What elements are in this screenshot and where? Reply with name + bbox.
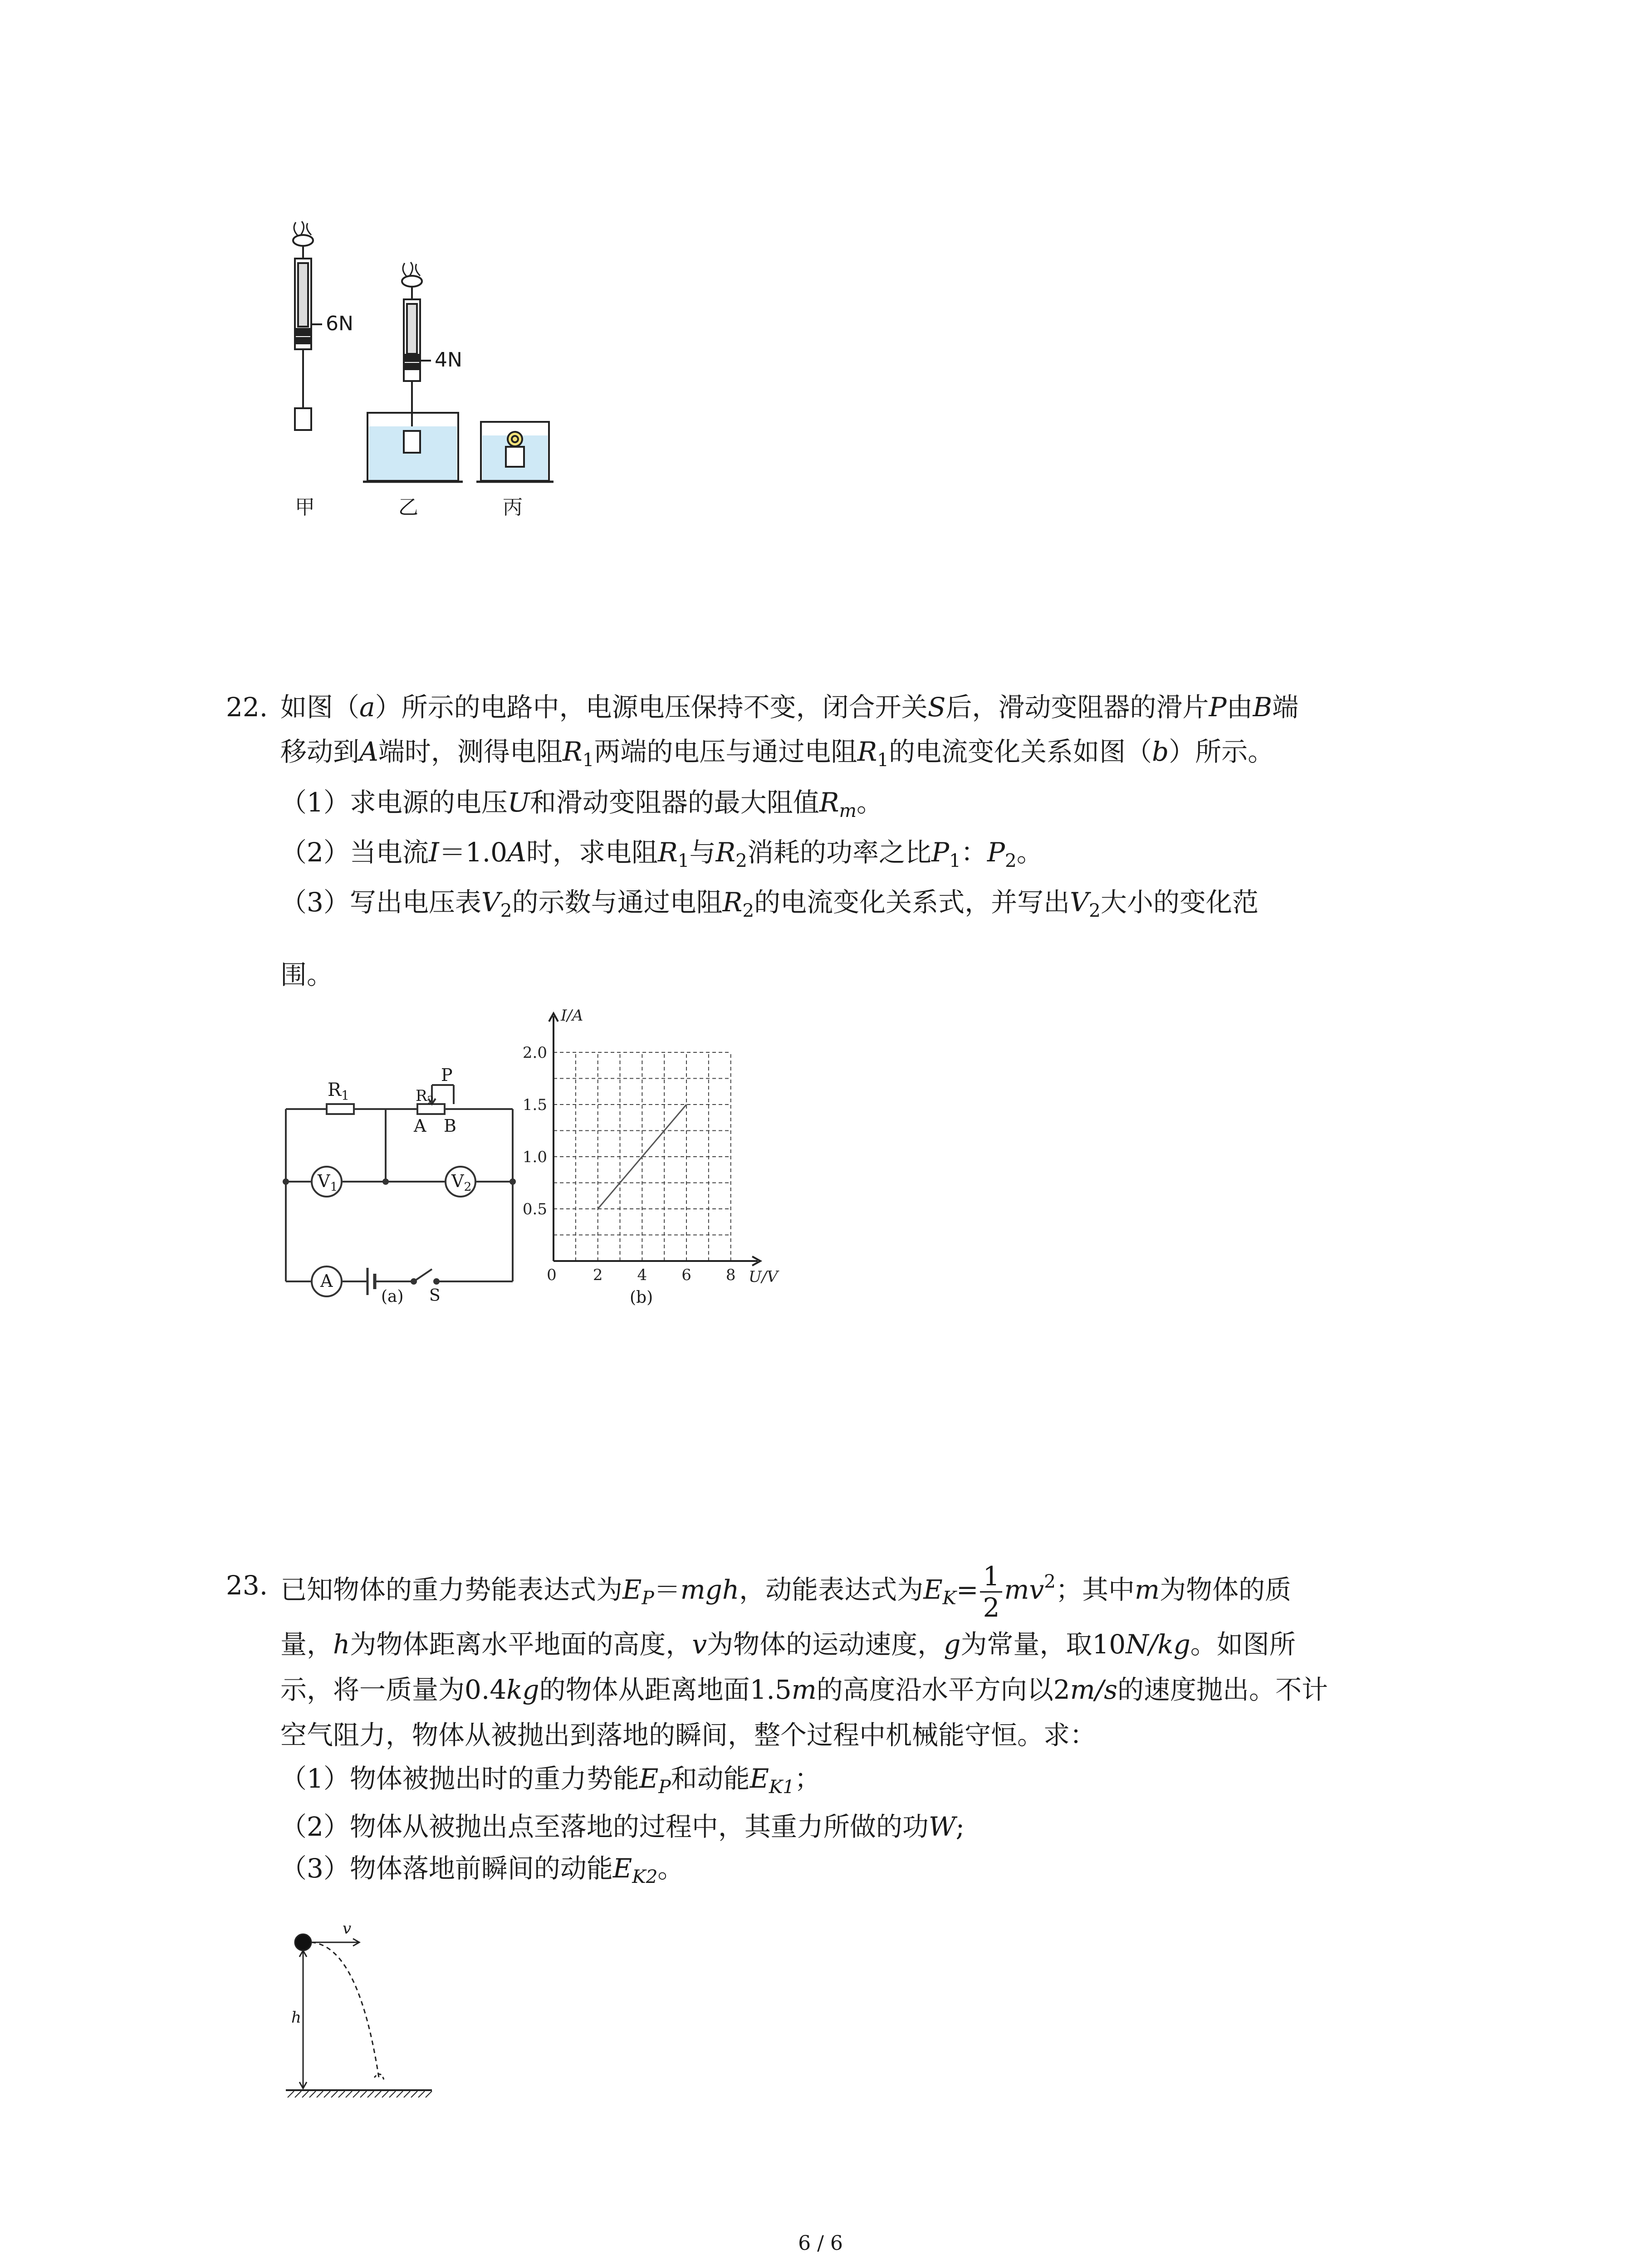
x-axis-label: U/V xyxy=(749,1268,778,1286)
voltmeter-2-label: $V_2$ xyxy=(451,1171,472,1194)
reading-a: 6N xyxy=(326,312,353,335)
circuit-diagram xyxy=(272,1057,526,1311)
spring-scale-figure xyxy=(254,213,581,540)
spring-scale-drawing xyxy=(254,213,581,494)
iu-graph xyxy=(508,998,826,1325)
q23-sub1: （1）物体被抛出时的重力势能$E_P$和动能$E_{K1}$； xyxy=(280,1763,821,1798)
label-c: 丙 xyxy=(503,496,523,519)
y-tick-label: 0.5 xyxy=(522,1200,547,1218)
circuit-label-a: A xyxy=(414,1116,426,1136)
switch-label: S xyxy=(429,1286,441,1305)
y-tick-label: 2.0 xyxy=(522,1044,547,1062)
q22-line2: 移动到A端时，测得电阻$R_1$两端的电压与通过电阻$R_1$的电流变化关系如图（b）所示。 xyxy=(280,736,1274,771)
circuit-label-b: B xyxy=(444,1116,456,1136)
x-tick-label: 4 xyxy=(637,1266,647,1284)
height-label: h xyxy=(291,2009,301,2027)
x-tick-label: 8 xyxy=(725,1266,736,1284)
q22-number: 22. xyxy=(226,692,268,723)
velocity-label: v xyxy=(343,1920,352,1938)
circuit-label-r1: $R_1$ xyxy=(328,1080,349,1103)
circuit-label-r2: $R_2$ xyxy=(416,1087,434,1107)
page-number: 6 / 6 xyxy=(798,2232,843,2255)
q23-number: 23. xyxy=(226,1570,268,1601)
ammeter-label: A xyxy=(320,1271,333,1291)
q23-sub3: （3）物体落地前瞬间的动能$E_{K2}$。 xyxy=(280,1853,684,1888)
q22-sub3-cont: 围。 xyxy=(280,959,333,990)
x-tick-label: 0 xyxy=(547,1266,557,1284)
y-axis-label: I/A xyxy=(561,1007,583,1025)
q23-line1: 已知物体的重力势能表达式为$E_P=mgh$，动能表达式为$E_K=$ $\frac{1}{2}$ $mv^2$；其中m为物体的质 xyxy=(280,1561,1291,1623)
reading-b: 4N xyxy=(435,348,462,371)
circuit-wires xyxy=(272,1057,526,1311)
x-tick-label: 6 xyxy=(681,1266,691,1284)
q22-sub2: （2）当电流I＝1.0A时，求电阻$R_1$与$R_2$消耗的功率之比$P_1$：$P_2$。 xyxy=(280,837,1043,872)
fraction-half: $\frac{1}{2}$ xyxy=(980,1563,1002,1621)
label-a: 甲 xyxy=(295,496,315,519)
q22-sub1: （1）求电源的电压U和滑动变阻器的最大阻值$R_m$。 xyxy=(280,787,883,822)
voltmeter-1-label: $V_1$ xyxy=(318,1171,338,1194)
q23-line4: 空气阻力，物体从被抛出到落地的瞬间，整个过程中机械能守恒。求： xyxy=(280,1720,1097,1750)
q23-sub2: （2）物体从被抛出点至落地的过程中，其重力所做的功W; xyxy=(280,1811,965,1842)
label-b: 乙 xyxy=(398,496,418,519)
spring-scale-a xyxy=(293,221,322,430)
q22-line1: 如图（a）所示的电路中，电源电压保持不变，闭合开关S后，滑动变阻器的滑片P由B端 xyxy=(280,692,1299,723)
y-tick-label: 1.0 xyxy=(522,1148,547,1166)
graph-caption: (b) xyxy=(630,1288,653,1307)
circuit-caption: (a) xyxy=(381,1287,404,1306)
spring-scale-b xyxy=(363,262,463,482)
circuit-label-p: P xyxy=(441,1065,453,1085)
projectile-figure xyxy=(272,1920,454,2114)
x-tick-label: 2 xyxy=(593,1266,603,1284)
q23-line2: 量，h为物体距离水平地面的高度，v为物体的运动速度，g为常量，取10N/kg。如图所 xyxy=(280,1629,1296,1660)
container-c xyxy=(476,422,554,482)
q23-line3: 示，将一质量为0.4kg的物体从距离地面1.5m的高度沿水平方向以2m/s的速度抛出。不计 xyxy=(280,1674,1328,1705)
iu-graph-svg xyxy=(508,998,826,1325)
q22-sub3: （3）写出电压表$V_2$的示数与通过电阻$R_2$的电流变化关系式，并写出$V_2$大小的变化范 xyxy=(280,887,1259,922)
y-tick-label: 1.5 xyxy=(522,1096,547,1114)
